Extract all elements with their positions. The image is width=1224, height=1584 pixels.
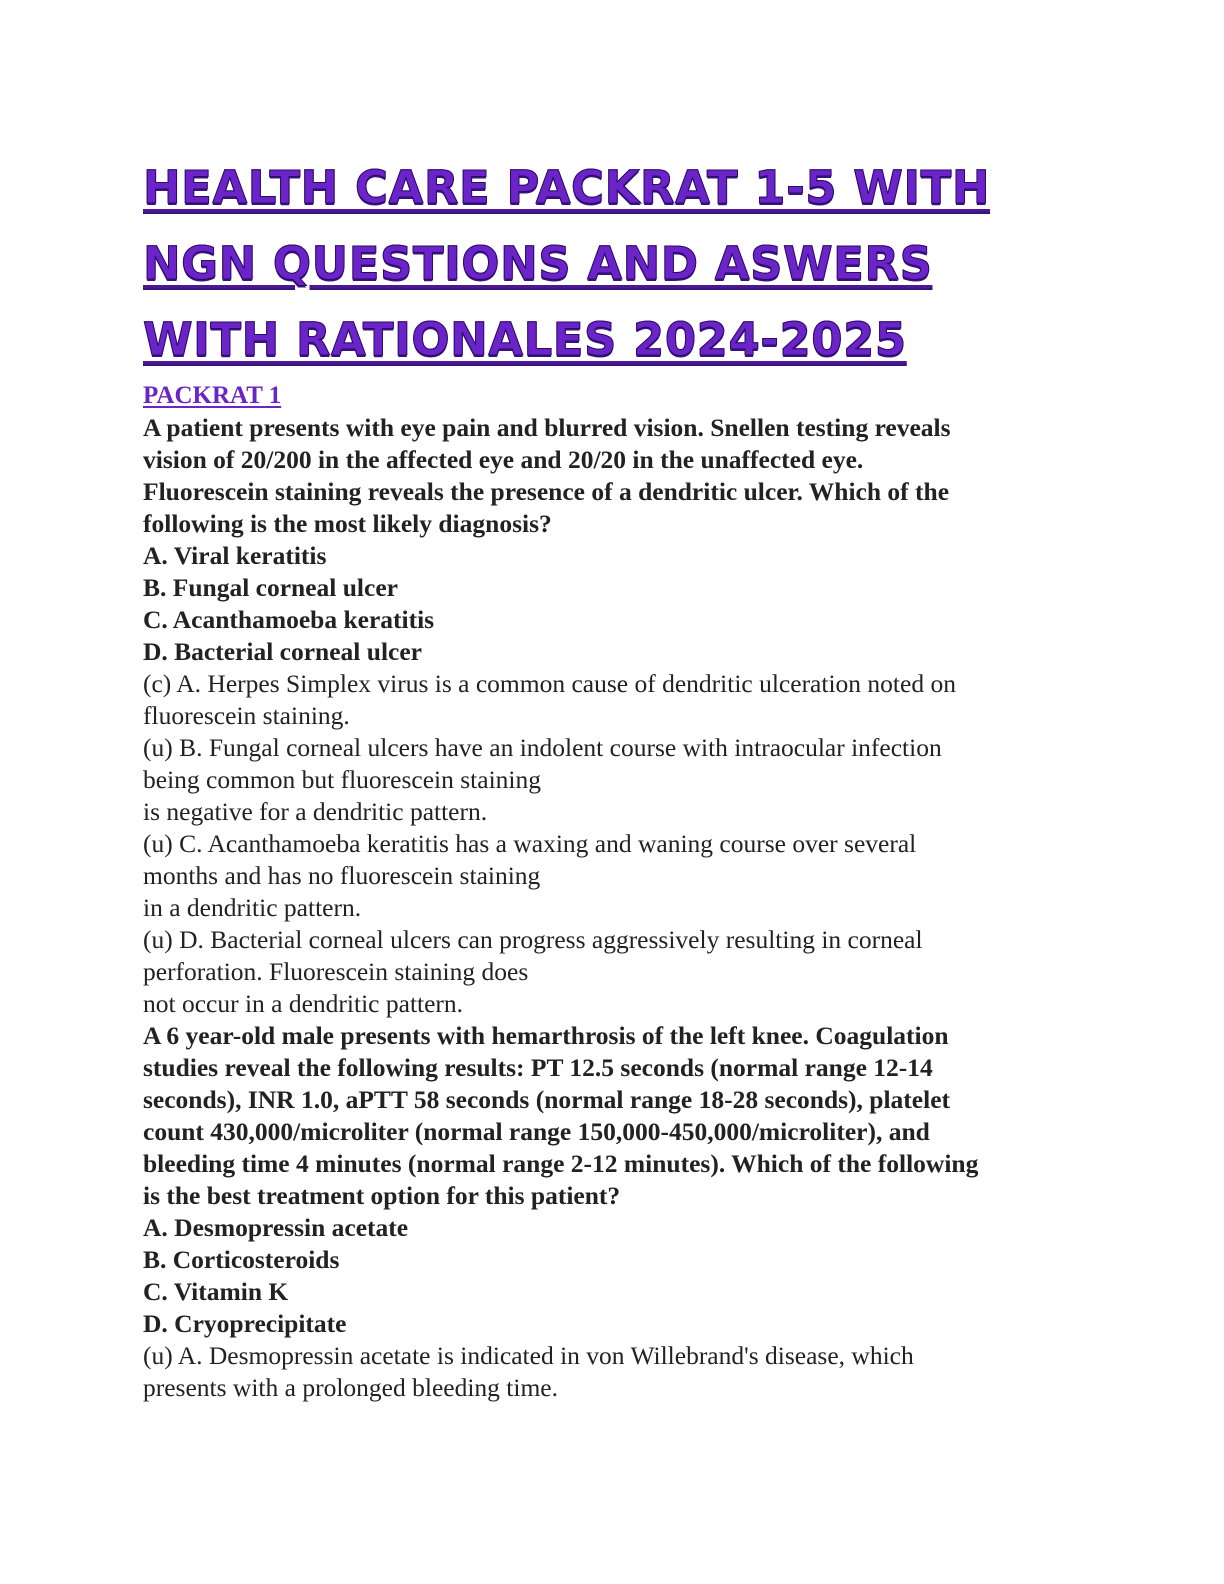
stem-line: studies reveal the following results: PT 12.5 seconds (normal range 12-14 <box>143 1053 933 1082</box>
rationale-line: is negative for a dendritic pattern. <box>143 797 488 826</box>
option-d: D. Cryoprecipitate <box>143 1309 347 1338</box>
option-b: B. Fungal corneal ulcer <box>143 573 398 602</box>
rationale-line: presents with a prolonged bleeding time. <box>143 1373 558 1402</box>
stem-line: is the best treatment option for this patient? <box>143 1181 621 1210</box>
section-heading: PACKRAT 1 <box>143 382 282 409</box>
title-line: HEALTH CARE PACKRAT 1-5 WITH <box>143 161 991 214</box>
question-2 <box>143 1020 1143 1404</box>
title-line: NGN QUESTIONS AND ASWERS <box>143 237 933 290</box>
option-d: D. Bacterial corneal ulcer <box>143 637 422 666</box>
rationale-line: (u) A. Desmopressin acetate is indicated in von Willebrand's disease, which <box>143 1341 914 1370</box>
rationale-line: (u) C. Acanthamoeba keratitis has a waxing and waning course over several <box>143 829 917 858</box>
stem-line: bleeding time 4 minutes (normal range 2-12 minutes). Which of the following <box>143 1149 979 1178</box>
rationale-line: (u) B. Fungal corneal ulcers have an indolent course with intraocular infection <box>143 733 942 762</box>
title-line: WITH RATIONALES 2024-2025 <box>143 313 907 366</box>
answer-options <box>143 540 1143 668</box>
rationale-line: fluorescein staining. <box>143 701 350 730</box>
stem-line: Fluorescein staining reveals the presence of a dendritic ulcer. Which of the <box>143 477 950 506</box>
rationale-line: perforation. Fluorescein staining does <box>143 957 529 986</box>
question-stem <box>143 1020 1143 1212</box>
stem-line: following is the most likely diagnosis? <box>143 509 552 538</box>
option-c: C. Vitamin K <box>143 1277 289 1306</box>
stem-line: vision of 20/200 in the affected eye and 20/20 in the unaffected eye. <box>143 445 864 474</box>
stem-line: count 430,000/microliter (normal range 150,000-450,000/microliter), and <box>143 1117 930 1146</box>
rationale-line: in a dendritic pattern. <box>143 893 362 922</box>
rationale-line: (u) D. Bacterial corneal ulcers can progress aggressively resulting in corneal <box>143 925 923 954</box>
question-stem <box>143 412 1143 540</box>
document-body <box>143 150 1143 1404</box>
option-b: B. Corticosteroids <box>143 1245 340 1274</box>
rationales <box>143 668 1143 1020</box>
answer-options <box>143 1212 1143 1340</box>
rationale-line: (c) A. Herpes Simplex virus is a common cause of dendritic ulceration noted on <box>143 669 956 698</box>
option-a: A. Viral keratitis <box>143 541 327 570</box>
stem-line: A patient presents with eye pain and blurred vision. Snellen testing reveals <box>143 413 951 442</box>
option-c: C. Acanthamoeba keratitis <box>143 605 435 634</box>
document-title <box>143 150 1143 378</box>
rationale-line: being common but fluorescein staining <box>143 765 542 794</box>
stem-line: A 6 year-old male presents with hemarthrosis of the left knee. Coagulation <box>143 1021 949 1050</box>
stem-line: seconds), INR 1.0, aPTT 58 seconds (normal range 18-28 seconds), platelet <box>143 1085 951 1114</box>
rationales <box>143 1340 1143 1404</box>
option-a: A. Desmopressin acetate <box>143 1213 409 1242</box>
question-1 <box>143 412 1143 1020</box>
rationale-line: months and has no fluorescein staining <box>143 861 541 890</box>
rationale-line: not occur in a dendritic pattern. <box>143 989 464 1018</box>
